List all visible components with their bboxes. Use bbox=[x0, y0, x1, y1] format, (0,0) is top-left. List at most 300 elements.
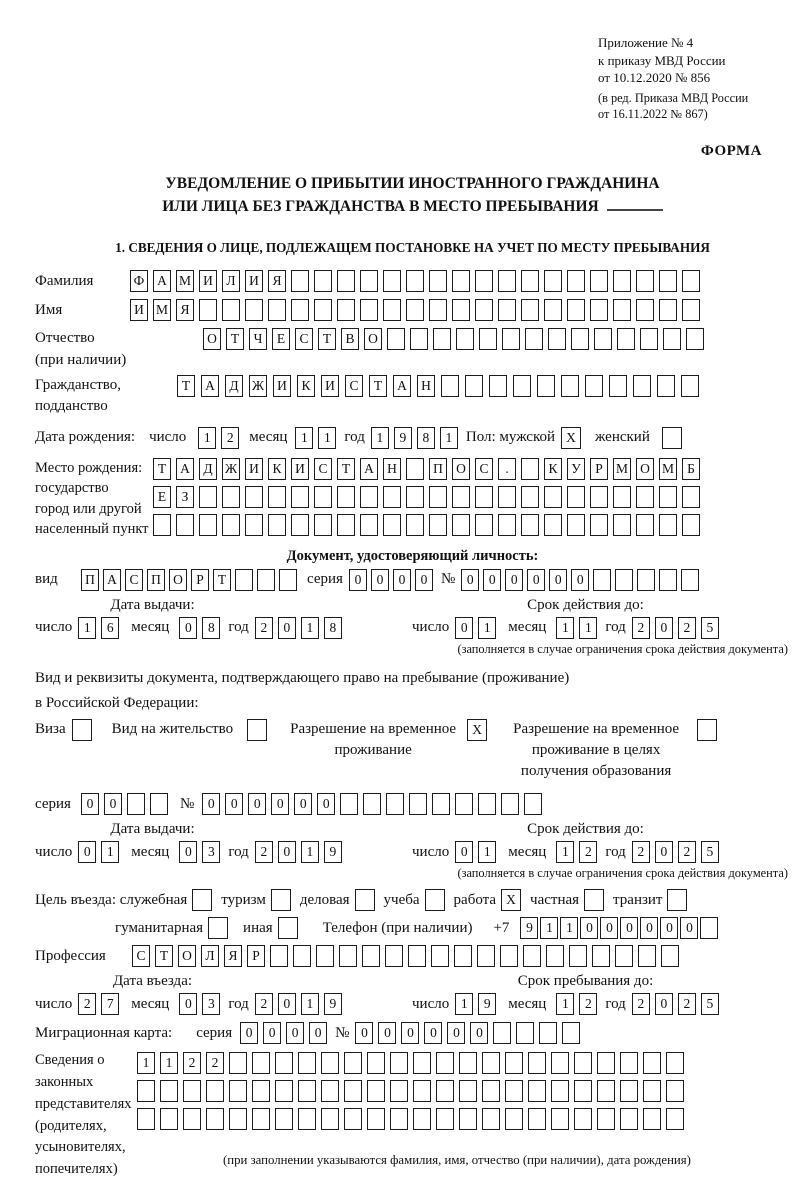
char-cell[interactable]: Б bbox=[682, 458, 700, 480]
char-cell[interactable]: 0 bbox=[286, 1022, 304, 1044]
char-cell[interactable]: 1 bbox=[579, 617, 597, 639]
char-cell[interactable]: И bbox=[199, 270, 217, 292]
char-cell[interactable] bbox=[360, 486, 378, 508]
purpose-study-checkbox[interactable] bbox=[425, 889, 445, 911]
char-cell[interactable] bbox=[643, 1080, 661, 1102]
char-cell[interactable] bbox=[436, 1108, 454, 1130]
char-cell[interactable] bbox=[257, 569, 275, 591]
char-cell[interactable] bbox=[229, 1052, 247, 1074]
char-cell[interactable] bbox=[482, 1108, 500, 1130]
char-cell[interactable] bbox=[429, 486, 447, 508]
char-cell[interactable] bbox=[613, 486, 631, 508]
char-cell[interactable] bbox=[340, 793, 358, 815]
char-cell[interactable]: К bbox=[544, 458, 562, 480]
char-cell[interactable]: З bbox=[176, 486, 194, 508]
char-cell[interactable] bbox=[459, 1080, 477, 1102]
char-cell[interactable]: Н bbox=[383, 458, 401, 480]
char-cell[interactable]: Р bbox=[247, 945, 265, 967]
purpose-business-checkbox[interactable] bbox=[355, 889, 375, 911]
char-cell[interactable]: 0 bbox=[278, 841, 296, 863]
char-cell[interactable]: 1 bbox=[371, 427, 389, 449]
char-cell[interactable]: 0 bbox=[470, 1022, 488, 1044]
char-cell[interactable]: 0 bbox=[179, 841, 197, 863]
char-cell[interactable]: 1 bbox=[440, 427, 458, 449]
char-cell[interactable] bbox=[137, 1108, 155, 1130]
char-cell[interactable]: М bbox=[153, 299, 171, 321]
char-cell[interactable]: Ж bbox=[222, 458, 240, 480]
char-cell[interactable] bbox=[410, 328, 428, 350]
char-cell[interactable]: 0 bbox=[278, 617, 296, 639]
char-cell[interactable]: М bbox=[613, 458, 631, 480]
char-cell[interactable]: М bbox=[659, 458, 677, 480]
char-cell[interactable] bbox=[452, 299, 470, 321]
char-cell[interactable]: 0 bbox=[104, 793, 122, 815]
char-cell[interactable] bbox=[337, 299, 355, 321]
char-cell[interactable]: 0 bbox=[461, 569, 479, 591]
char-cell[interactable] bbox=[235, 569, 253, 591]
char-cell[interactable]: И bbox=[245, 270, 263, 292]
char-cell[interactable] bbox=[592, 945, 610, 967]
char-cell[interactable]: П bbox=[81, 569, 99, 591]
char-cell[interactable] bbox=[429, 514, 447, 536]
char-cell[interactable] bbox=[574, 1080, 592, 1102]
char-cell[interactable]: Р bbox=[590, 458, 608, 480]
char-cell[interactable]: 0 bbox=[225, 793, 243, 815]
char-cell[interactable] bbox=[176, 514, 194, 536]
char-cell[interactable] bbox=[590, 486, 608, 508]
char-cell[interactable] bbox=[316, 945, 334, 967]
char-cell[interactable] bbox=[367, 1052, 385, 1074]
char-cell[interactable]: 0 bbox=[179, 993, 197, 1015]
char-cell[interactable]: 0 bbox=[415, 569, 433, 591]
char-cell[interactable] bbox=[505, 1108, 523, 1130]
char-cell[interactable]: Т bbox=[337, 458, 355, 480]
char-cell[interactable]: Л bbox=[222, 270, 240, 292]
char-cell[interactable] bbox=[344, 1052, 362, 1074]
char-cell[interactable]: 2 bbox=[678, 993, 696, 1015]
char-cell[interactable] bbox=[436, 1080, 454, 1102]
char-cell[interactable]: 8 bbox=[417, 427, 435, 449]
char-cell[interactable] bbox=[659, 486, 677, 508]
char-cell[interactable]: 1 bbox=[560, 917, 578, 939]
char-cell[interactable] bbox=[385, 945, 403, 967]
char-cell[interactable] bbox=[590, 514, 608, 536]
char-cell[interactable]: Ж bbox=[249, 375, 267, 397]
char-cell[interactable] bbox=[513, 375, 531, 397]
char-cell[interactable]: 0 bbox=[202, 793, 220, 815]
char-cell[interactable] bbox=[183, 1080, 201, 1102]
char-cell[interactable]: 1 bbox=[478, 841, 496, 863]
char-cell[interactable] bbox=[268, 486, 286, 508]
char-cell[interactable]: О bbox=[452, 458, 470, 480]
char-cell[interactable]: И bbox=[273, 375, 291, 397]
char-cell[interactable] bbox=[475, 486, 493, 508]
char-cell[interactable] bbox=[528, 1080, 546, 1102]
char-cell[interactable] bbox=[268, 514, 286, 536]
char-cell[interactable]: 0 bbox=[447, 1022, 465, 1044]
char-cell[interactable] bbox=[360, 299, 378, 321]
char-cell[interactable] bbox=[314, 270, 332, 292]
char-cell[interactable]: 0 bbox=[240, 1022, 258, 1044]
char-cell[interactable] bbox=[636, 514, 654, 536]
char-cell[interactable]: 0 bbox=[349, 569, 367, 591]
char-cell[interactable]: И bbox=[321, 375, 339, 397]
char-cell[interactable] bbox=[659, 299, 677, 321]
char-cell[interactable]: Т bbox=[318, 328, 336, 350]
char-cell[interactable] bbox=[199, 514, 217, 536]
char-cell[interactable]: Р bbox=[191, 569, 209, 591]
char-cell[interactable] bbox=[291, 486, 309, 508]
char-cell[interactable] bbox=[252, 1080, 270, 1102]
char-cell[interactable] bbox=[387, 328, 405, 350]
char-cell[interactable] bbox=[431, 945, 449, 967]
char-cell[interactable]: 0 bbox=[580, 917, 598, 939]
char-cell[interactable]: 0 bbox=[680, 917, 698, 939]
char-cell[interactable] bbox=[279, 569, 297, 591]
char-cell[interactable] bbox=[493, 1022, 511, 1044]
char-cell[interactable] bbox=[452, 270, 470, 292]
char-cell[interactable] bbox=[489, 375, 507, 397]
char-cell[interactable] bbox=[521, 458, 539, 480]
char-cell[interactable]: 0 bbox=[78, 841, 96, 863]
char-cell[interactable] bbox=[459, 1052, 477, 1074]
char-cell[interactable] bbox=[590, 299, 608, 321]
char-cell[interactable] bbox=[452, 486, 470, 508]
char-cell[interactable] bbox=[432, 793, 450, 815]
char-cell[interactable] bbox=[551, 1052, 569, 1074]
char-cell[interactable]: Т bbox=[153, 458, 171, 480]
char-cell[interactable]: 0 bbox=[378, 1022, 396, 1044]
char-cell[interactable]: А bbox=[103, 569, 121, 591]
char-cell[interactable]: 2 bbox=[632, 993, 650, 1015]
char-cell[interactable] bbox=[544, 299, 562, 321]
char-cell[interactable]: О bbox=[169, 569, 187, 591]
char-cell[interactable]: К bbox=[297, 375, 315, 397]
char-cell[interactable]: 9 bbox=[520, 917, 538, 939]
char-cell[interactable] bbox=[546, 945, 564, 967]
char-cell[interactable]: У bbox=[567, 458, 585, 480]
char-cell[interactable]: О bbox=[636, 458, 654, 480]
char-cell[interactable] bbox=[544, 270, 562, 292]
char-cell[interactable] bbox=[367, 1080, 385, 1102]
char-cell[interactable] bbox=[199, 299, 217, 321]
char-cell[interactable] bbox=[436, 1052, 454, 1074]
char-cell[interactable]: Т bbox=[177, 375, 195, 397]
char-cell[interactable] bbox=[636, 299, 654, 321]
char-cell[interactable] bbox=[229, 1108, 247, 1130]
char-cell[interactable] bbox=[574, 1052, 592, 1074]
char-cell[interactable] bbox=[268, 299, 286, 321]
char-cell[interactable] bbox=[682, 486, 700, 508]
char-cell[interactable]: 0 bbox=[483, 569, 501, 591]
char-cell[interactable] bbox=[160, 1108, 178, 1130]
char-cell[interactable] bbox=[206, 1108, 224, 1130]
char-cell[interactable] bbox=[524, 793, 542, 815]
temp-residence-checkbox[interactable]: X bbox=[467, 719, 487, 741]
char-cell[interactable]: 1 bbox=[101, 841, 119, 863]
char-cell[interactable] bbox=[498, 514, 516, 536]
char-cell[interactable] bbox=[636, 486, 654, 508]
char-cell[interactable] bbox=[367, 1108, 385, 1130]
char-cell[interactable] bbox=[222, 486, 240, 508]
char-cell[interactable]: 7 bbox=[101, 993, 119, 1015]
char-cell[interactable]: 1 bbox=[556, 841, 574, 863]
char-cell[interactable]: П bbox=[429, 458, 447, 480]
char-cell[interactable] bbox=[500, 945, 518, 967]
char-cell[interactable]: М bbox=[176, 270, 194, 292]
char-cell[interactable]: 1 bbox=[556, 617, 574, 639]
char-cell[interactable] bbox=[291, 299, 309, 321]
char-cell[interactable] bbox=[383, 299, 401, 321]
char-cell[interactable] bbox=[477, 945, 495, 967]
char-cell[interactable] bbox=[551, 1108, 569, 1130]
char-cell[interactable] bbox=[429, 299, 447, 321]
char-cell[interactable] bbox=[252, 1052, 270, 1074]
char-cell[interactable] bbox=[548, 328, 566, 350]
char-cell[interactable]: 2 bbox=[678, 617, 696, 639]
char-cell[interactable]: 9 bbox=[394, 427, 412, 449]
char-cell[interactable] bbox=[406, 458, 424, 480]
char-cell[interactable]: Т bbox=[226, 328, 244, 350]
char-cell[interactable] bbox=[617, 328, 635, 350]
char-cell[interactable] bbox=[659, 569, 677, 591]
char-cell[interactable] bbox=[498, 299, 516, 321]
char-cell[interactable]: 1 bbox=[78, 617, 96, 639]
char-cell[interactable]: 0 bbox=[317, 793, 335, 815]
char-cell[interactable] bbox=[454, 945, 472, 967]
char-cell[interactable]: 2 bbox=[255, 993, 273, 1015]
char-cell[interactable]: А bbox=[176, 458, 194, 480]
char-cell[interactable] bbox=[505, 1080, 523, 1102]
char-cell[interactable]: Е bbox=[153, 486, 171, 508]
char-cell[interactable]: 3 bbox=[202, 841, 220, 863]
char-cell[interactable]: 1 bbox=[478, 617, 496, 639]
char-cell[interactable] bbox=[567, 299, 585, 321]
char-cell[interactable] bbox=[441, 375, 459, 397]
char-cell[interactable]: 0 bbox=[549, 569, 567, 591]
char-cell[interactable] bbox=[637, 569, 655, 591]
char-cell[interactable] bbox=[339, 945, 357, 967]
char-cell[interactable] bbox=[569, 945, 587, 967]
char-cell[interactable] bbox=[245, 299, 263, 321]
char-cell[interactable]: 0 bbox=[424, 1022, 442, 1044]
char-cell[interactable]: С bbox=[475, 458, 493, 480]
char-cell[interactable] bbox=[383, 270, 401, 292]
char-cell[interactable]: О bbox=[178, 945, 196, 967]
char-cell[interactable] bbox=[521, 486, 539, 508]
purpose-tourism-checkbox[interactable] bbox=[271, 889, 291, 911]
char-cell[interactable]: 0 bbox=[455, 841, 473, 863]
char-cell[interactable] bbox=[502, 328, 520, 350]
char-cell[interactable]: 1 bbox=[301, 993, 319, 1015]
temp-residence-education-checkbox[interactable] bbox=[697, 719, 717, 741]
char-cell[interactable]: 1 bbox=[295, 427, 313, 449]
char-cell[interactable]: 2 bbox=[632, 617, 650, 639]
char-cell[interactable] bbox=[137, 1080, 155, 1102]
char-cell[interactable]: 2 bbox=[579, 841, 597, 863]
char-cell[interactable] bbox=[475, 514, 493, 536]
char-cell[interactable]: Д bbox=[225, 375, 243, 397]
char-cell[interactable] bbox=[681, 375, 699, 397]
char-cell[interactable]: . bbox=[498, 458, 516, 480]
char-cell[interactable]: 0 bbox=[655, 841, 673, 863]
char-cell[interactable]: 1 bbox=[137, 1052, 155, 1074]
char-cell[interactable] bbox=[620, 1080, 638, 1102]
char-cell[interactable] bbox=[337, 514, 355, 536]
char-cell[interactable] bbox=[643, 1052, 661, 1074]
purpose-private-checkbox[interactable] bbox=[584, 889, 604, 911]
char-cell[interactable] bbox=[362, 945, 380, 967]
char-cell[interactable] bbox=[298, 1108, 316, 1130]
char-cell[interactable]: 0 bbox=[371, 569, 389, 591]
char-cell[interactable] bbox=[386, 793, 404, 815]
char-cell[interactable] bbox=[528, 1052, 546, 1074]
char-cell[interactable] bbox=[633, 375, 651, 397]
char-cell[interactable]: 0 bbox=[81, 793, 99, 815]
char-cell[interactable] bbox=[321, 1052, 339, 1074]
char-cell[interactable] bbox=[666, 1052, 684, 1074]
char-cell[interactable] bbox=[686, 328, 704, 350]
char-cell[interactable]: С bbox=[345, 375, 363, 397]
char-cell[interactable] bbox=[561, 375, 579, 397]
char-cell[interactable]: А bbox=[393, 375, 411, 397]
char-cell[interactable] bbox=[638, 945, 656, 967]
char-cell[interactable]: 1 bbox=[301, 617, 319, 639]
purpose-work-checkbox[interactable]: X bbox=[501, 889, 521, 911]
char-cell[interactable] bbox=[408, 945, 426, 967]
char-cell[interactable] bbox=[337, 486, 355, 508]
char-cell[interactable]: Т bbox=[213, 569, 231, 591]
purpose-official-checkbox[interactable] bbox=[192, 889, 212, 911]
char-cell[interactable]: И bbox=[291, 458, 309, 480]
char-cell[interactable]: 2 bbox=[78, 993, 96, 1015]
char-cell[interactable]: С bbox=[295, 328, 313, 350]
char-cell[interactable]: А bbox=[201, 375, 219, 397]
char-cell[interactable] bbox=[613, 514, 631, 536]
char-cell[interactable]: С bbox=[132, 945, 150, 967]
char-cell[interactable]: 0 bbox=[401, 1022, 419, 1044]
char-cell[interactable] bbox=[153, 514, 171, 536]
char-cell[interactable] bbox=[406, 270, 424, 292]
char-cell[interactable]: 1 bbox=[556, 993, 574, 1015]
char-cell[interactable] bbox=[455, 793, 473, 815]
char-cell[interactable] bbox=[465, 375, 483, 397]
char-cell[interactable] bbox=[222, 299, 240, 321]
char-cell[interactable] bbox=[245, 486, 263, 508]
purpose-other-checkbox[interactable] bbox=[278, 917, 298, 939]
char-cell[interactable] bbox=[661, 945, 679, 967]
char-cell[interactable] bbox=[275, 1080, 293, 1102]
char-cell[interactable]: 0 bbox=[393, 569, 411, 591]
char-cell[interactable] bbox=[537, 375, 555, 397]
char-cell[interactable]: 0 bbox=[655, 617, 673, 639]
char-cell[interactable] bbox=[666, 1108, 684, 1130]
char-cell[interactable]: 0 bbox=[355, 1022, 373, 1044]
char-cell[interactable] bbox=[498, 270, 516, 292]
char-cell[interactable] bbox=[562, 1022, 580, 1044]
char-cell[interactable] bbox=[429, 270, 447, 292]
char-cell[interactable]: 6 bbox=[101, 617, 119, 639]
char-cell[interactable]: Д bbox=[199, 458, 217, 480]
char-cell[interactable] bbox=[609, 375, 627, 397]
char-cell[interactable] bbox=[544, 514, 562, 536]
char-cell[interactable] bbox=[574, 1108, 592, 1130]
char-cell[interactable] bbox=[478, 793, 496, 815]
char-cell[interactable]: 2 bbox=[183, 1052, 201, 1074]
char-cell[interactable]: 0 bbox=[278, 993, 296, 1015]
char-cell[interactable] bbox=[482, 1080, 500, 1102]
char-cell[interactable]: 9 bbox=[324, 841, 342, 863]
char-cell[interactable]: 1 bbox=[318, 427, 336, 449]
char-cell[interactable] bbox=[183, 1108, 201, 1130]
char-cell[interactable] bbox=[413, 1108, 431, 1130]
char-cell[interactable]: 0 bbox=[248, 793, 266, 815]
char-cell[interactable] bbox=[475, 299, 493, 321]
char-cell[interactable] bbox=[657, 375, 675, 397]
char-cell[interactable] bbox=[528, 1108, 546, 1130]
char-cell[interactable]: И bbox=[245, 458, 263, 480]
char-cell[interactable] bbox=[433, 328, 451, 350]
char-cell[interactable]: С bbox=[125, 569, 143, 591]
char-cell[interactable] bbox=[383, 514, 401, 536]
char-cell[interactable]: 2 bbox=[255, 841, 273, 863]
char-cell[interactable] bbox=[475, 270, 493, 292]
char-cell[interactable] bbox=[544, 486, 562, 508]
char-cell[interactable]: 0 bbox=[655, 993, 673, 1015]
char-cell[interactable] bbox=[314, 514, 332, 536]
char-cell[interactable] bbox=[682, 514, 700, 536]
char-cell[interactable]: 5 bbox=[701, 993, 719, 1015]
sex-male-checkbox[interactable]: X bbox=[561, 427, 581, 449]
char-cell[interactable] bbox=[452, 514, 470, 536]
char-cell[interactable] bbox=[551, 1080, 569, 1102]
char-cell[interactable] bbox=[275, 1052, 293, 1074]
char-cell[interactable] bbox=[597, 1108, 615, 1130]
char-cell[interactable]: 9 bbox=[324, 993, 342, 1015]
char-cell[interactable] bbox=[682, 270, 700, 292]
char-cell[interactable] bbox=[160, 1080, 178, 1102]
char-cell[interactable] bbox=[390, 1080, 408, 1102]
char-cell[interactable] bbox=[567, 514, 585, 536]
char-cell[interactable] bbox=[482, 1052, 500, 1074]
char-cell[interactable]: Я bbox=[176, 299, 194, 321]
purpose-transit-checkbox[interactable] bbox=[667, 889, 687, 911]
char-cell[interactable]: Т bbox=[369, 375, 387, 397]
char-cell[interactable] bbox=[298, 1080, 316, 1102]
char-cell[interactable] bbox=[700, 917, 718, 939]
char-cell[interactable] bbox=[199, 486, 217, 508]
char-cell[interactable]: 0 bbox=[455, 617, 473, 639]
char-cell[interactable]: С bbox=[314, 458, 332, 480]
char-cell[interactable]: 0 bbox=[600, 917, 618, 939]
char-cell[interactable] bbox=[314, 486, 332, 508]
char-cell[interactable] bbox=[409, 793, 427, 815]
char-cell[interactable] bbox=[666, 1080, 684, 1102]
char-cell[interactable] bbox=[613, 270, 631, 292]
char-cell[interactable] bbox=[459, 1108, 477, 1130]
char-cell[interactable] bbox=[479, 328, 497, 350]
char-cell[interactable] bbox=[337, 270, 355, 292]
char-cell[interactable]: О bbox=[203, 328, 221, 350]
char-cell[interactable]: А bbox=[153, 270, 171, 292]
char-cell[interactable] bbox=[363, 793, 381, 815]
char-cell[interactable] bbox=[643, 1108, 661, 1130]
char-cell[interactable] bbox=[620, 1108, 638, 1130]
char-cell[interactable] bbox=[571, 328, 589, 350]
char-cell[interactable] bbox=[321, 1108, 339, 1130]
char-cell[interactable] bbox=[360, 270, 378, 292]
char-cell[interactable] bbox=[585, 375, 603, 397]
